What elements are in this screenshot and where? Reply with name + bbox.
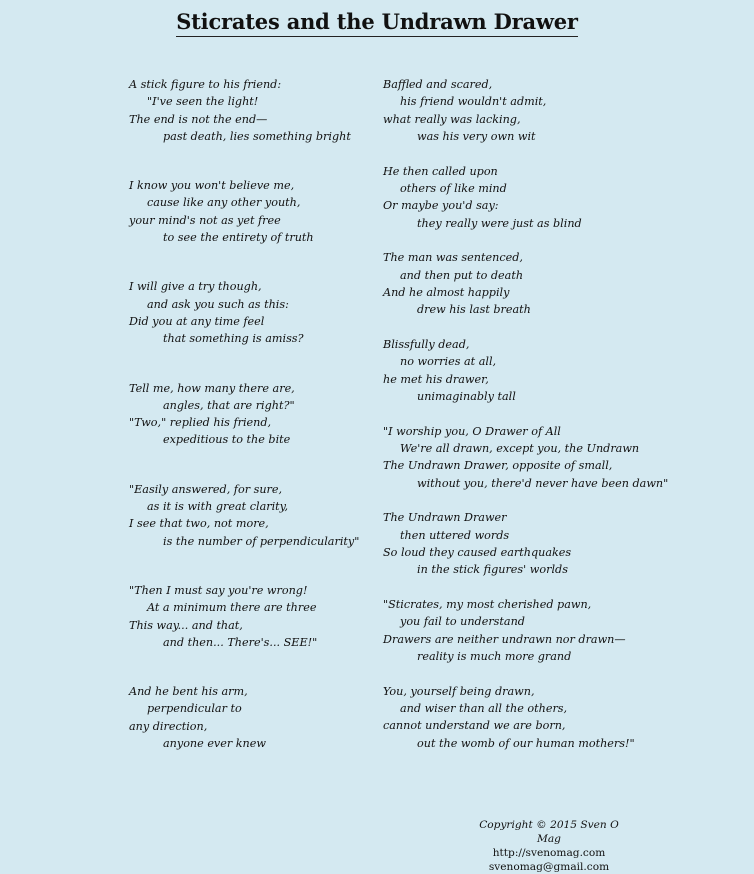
poem-line: Did you at any time feel [129, 314, 265, 328]
poem-line: to see the entirety of truth [163, 231, 314, 245]
stanza [129, 582, 374, 651]
right-column [383, 76, 713, 770]
website-link[interactable]: http://svenomag.com [492, 847, 606, 859]
stanza [383, 509, 713, 578]
poem-line: He then called upon [383, 164, 498, 178]
stanza [383, 163, 713, 232]
stanza [383, 336, 713, 405]
poem-line: "I worship you, O Drawer of All [383, 424, 561, 438]
poem-line: drew his last breath [417, 303, 531, 317]
poem-line: At a minimum there are three [147, 601, 317, 615]
stanza [129, 278, 374, 347]
poem-line: without you, there'd never have been dawn" [417, 476, 669, 490]
poem-line: then uttered words [400, 528, 510, 542]
poem-line: Drawers are neither undrawn nor drawn— [383, 632, 626, 646]
poem-line: Or maybe you'd say: [383, 199, 499, 213]
poem-line: that something is amiss? [163, 332, 304, 346]
poem-line: angles, that are right?" [163, 398, 295, 412]
poem-line: Baffled and scared, [383, 78, 493, 91]
poem-line: Tell me, how many there are, [129, 381, 295, 395]
poem-line: any direction, [129, 719, 208, 733]
stanza [129, 76, 374, 145]
poem-line: they really were just as blind [417, 216, 582, 230]
poem-line: cause like any other youth, [147, 196, 301, 210]
poem-line: you fail to understand [400, 615, 525, 629]
poem-line: others of like mind [400, 181, 507, 195]
poem-line: in the stick figures' worlds [417, 563, 568, 577]
poem-line: The end is not the end— [129, 112, 268, 126]
stanza [129, 683, 374, 752]
poem-line: I know you won't believe me, [129, 179, 295, 193]
poem-line: The man was sentenced, [383, 251, 523, 265]
poem-line: perpendicular to [147, 702, 242, 716]
copyright-notice: Copyright © 2015 Sven O Mag [479, 819, 619, 845]
poem-line: The Undrawn Drawer, opposite of small, [383, 459, 613, 473]
poem-line: "Easily answered, for sure, [129, 482, 283, 496]
poem-line: "Then I must say you're wrong! [129, 583, 308, 597]
poem-line: and then... There's... SEE!" [163, 635, 318, 649]
left-column [129, 76, 374, 784]
stanza [383, 423, 713, 492]
poem-line: and then put to death [400, 268, 524, 282]
poem-line: as it is with great clarity, [147, 500, 289, 514]
poem-line: anyone ever knew [163, 737, 266, 751]
poem-line: unimaginably tall [417, 389, 516, 403]
poem-line: I will give a try though, [129, 280, 262, 294]
email-link[interactable]: svenomag@gmail.com [488, 861, 610, 873]
poem-line: and wiser than all the others, [400, 702, 568, 716]
stanza [129, 177, 374, 246]
poem-line: A stick figure to his friend: [129, 78, 282, 91]
poem-line: expeditious to the bite [163, 433, 291, 447]
poem-line: your mind's not as yet free [129, 213, 281, 227]
poem-line: And he almost happily [383, 285, 510, 299]
stanza [383, 76, 713, 145]
poem-line: I see that two, not more, [129, 517, 269, 531]
poem-line: and ask you such as this: [147, 297, 289, 311]
poem-line: reality is much more grand [417, 650, 572, 664]
poem-line: is the number of perpendicularity" [163, 534, 360, 548]
poem-line: And he bent his arm, [129, 685, 248, 699]
poem-line: what really was lacking, [383, 112, 521, 126]
poem-line: You, yourself being drawn, [383, 684, 535, 698]
poem-line: "I've seen the light! [147, 95, 259, 109]
poem-line: Blissfully dead, [383, 338, 470, 352]
poem-line: "Two," replied his friend, [129, 416, 272, 430]
stanza [129, 481, 374, 550]
poem-line: cannot understand we are born, [383, 719, 566, 733]
copyright-footer [470, 818, 628, 874]
stanza [129, 380, 374, 449]
poem-line: out the womb of our human mothers!" [417, 736, 635, 750]
poem-line: he met his drawer, [383, 372, 489, 386]
stanza [383, 249, 713, 318]
stanza [383, 596, 713, 665]
stanza [383, 683, 713, 752]
poem-line: We're all drawn, except you, the Undrawn [400, 442, 640, 456]
poem-line: The Undrawn Drawer [383, 511, 507, 525]
poem-line: was his very own wit [417, 129, 536, 143]
poem-line: This way... and that, [129, 618, 243, 632]
poem-line: his friend wouldn't admit, [400, 95, 547, 109]
poem-line: "Sticrates, my most cherished pawn, [383, 598, 592, 612]
poem-title: Sticrates and the Undrawn Drawer [176, 9, 578, 37]
poem-line: So loud they caused earthquakes [383, 546, 572, 560]
poem-line: no worries at all, [400, 355, 497, 369]
title-container [0, 9, 754, 37]
poem-line: past death, lies something bright [163, 129, 351, 143]
